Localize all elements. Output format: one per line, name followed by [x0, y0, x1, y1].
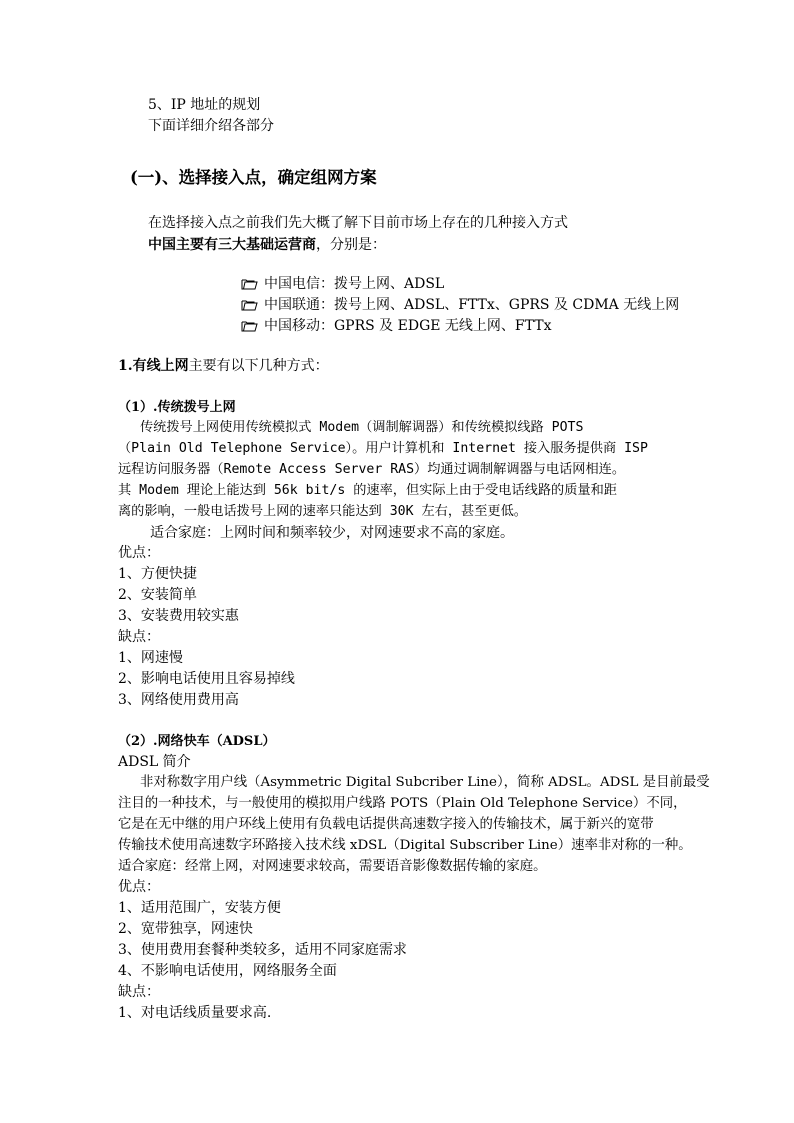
adsl-con-item: 1、对电话线质量要求高.: [118, 1005, 272, 1021]
operators-intro: [148, 235, 386, 255]
wired-title: [118, 356, 329, 376]
adsl-paragraph-line: 传输技术使用高速数字环路接入技术线 xDSL（Digital Subscriber Line）速率非对称的一种。: [118, 838, 692, 853]
dialup-con-item: 1、网速慢: [118, 650, 183, 666]
wired-title-bold: 1.有线上网: [118, 358, 189, 374]
dialup-cons-label: 缺点：: [118, 629, 160, 645]
folder-icon: [241, 299, 258, 311]
dialup-pro-item: 1、方便快捷: [118, 566, 197, 582]
adsl-subtitle: ADSL 简介: [118, 754, 191, 770]
adsl-paragraph-line: 注目的一种技术，与一般使用的模拟用户线路 POTS（Plain Old Telephone Service）不同，: [118, 796, 687, 811]
dialup-title: （1）.传统拨号上网: [118, 400, 236, 415]
section-lead: 在选择接入点之前我们先大概了解下目前市场上存在的几种接入方式: [148, 215, 568, 231]
dialup-pro-item: 3、安装费用较实惠: [118, 608, 239, 624]
operator-text: 中国电信：拨号上网、ADSL: [264, 276, 445, 292]
operator-text: 中国联通：拨号上网、ADSL、FTTx、GPRS 及 CDMA 无线上网: [264, 297, 680, 313]
operator-item: [241, 316, 551, 336]
dialup-paragraph-line: 其 Modem 理论上能达到 56k bit/s 的速率，但实际上由于受电话线路的质量和距: [118, 483, 617, 498]
adsl-pro-item: 4、不影响电话使用，网络服务全面: [118, 963, 337, 979]
adsl-pros-label: 优点：: [118, 879, 160, 895]
dialup-suitable: 适合家庭：上网时间和频率较少，对网速要求不高的家庭。: [150, 525, 514, 541]
folder-icon: [241, 278, 258, 290]
adsl-paragraph-line: 它是在无中继的用户环线上使用有负载电话提供高速数字接入的传输技术，属于新兴的宽带: [118, 817, 654, 832]
folder-icon: [241, 320, 258, 332]
wired-title-rest: 主要有以下几种方式：: [188, 358, 329, 374]
dialup-paragraph-line: 传统拨号上网使用传统模拟式 Modem（调制解调器）和传统模拟线路 POTS: [140, 420, 584, 435]
adsl-title: （2）.网络快车（ADSL）: [118, 734, 276, 749]
operators-intro-bold: 中国主要有三大基础运营商: [148, 237, 316, 253]
section-heading: (一)、选择接入点，确定组网方案: [130, 168, 377, 187]
adsl-cons-label: 缺点：: [118, 984, 160, 1000]
dialup-paragraph-line: 离的影响，一般电话拨号上网的速率只能达到 30K 左右，甚至更低。: [118, 504, 527, 519]
dialup-con-item: 3、网络使用费用高: [118, 692, 239, 708]
dialup-con-item: 2、影响电话使用且容易掉线: [118, 671, 295, 687]
adsl-pro-item: 1、适用范围广，安装方便: [118, 900, 281, 916]
dialup-paragraph-line: 远程访问服务器（Remote Access Server RAS）均通过调制解调器与电话网相连。: [118, 462, 626, 477]
adsl-pro-item: 3、使用费用套餐种类较多，适用不同家庭需求: [118, 942, 407, 958]
operator-item: [241, 295, 679, 315]
dialup-paragraph-line: （Plain Old Telephone Service）。用户计算机和 Internet 接入服务提供商 ISP: [118, 441, 648, 456]
operator-text: 中国移动：GPRS 及 EDGE 无线上网、FTTx: [264, 318, 552, 334]
operator-item: [241, 274, 444, 294]
adsl-paragraph-line: 适合家庭：经常上网，对网速要求较高，需要语音影像数据传输的家庭。: [118, 859, 547, 874]
dialup-pro-item: 2、安装简单: [118, 587, 197, 603]
dialup-pros-label: 优点：: [118, 545, 160, 561]
intro-item-5: 5、IP 地址的规划: [148, 97, 261, 113]
adsl-paragraph-line: 非对称数字用户线（Asymmetric Digital Subcriber Line），简称 ADSL。ADSL 是目前最受: [140, 775, 710, 790]
intro-detail-note: 下面详细介绍各部分: [148, 118, 274, 134]
operators-intro-rest: ，分别是：: [316, 237, 386, 253]
adsl-pro-item: 2、宽带独享，网速快: [118, 921, 253, 937]
